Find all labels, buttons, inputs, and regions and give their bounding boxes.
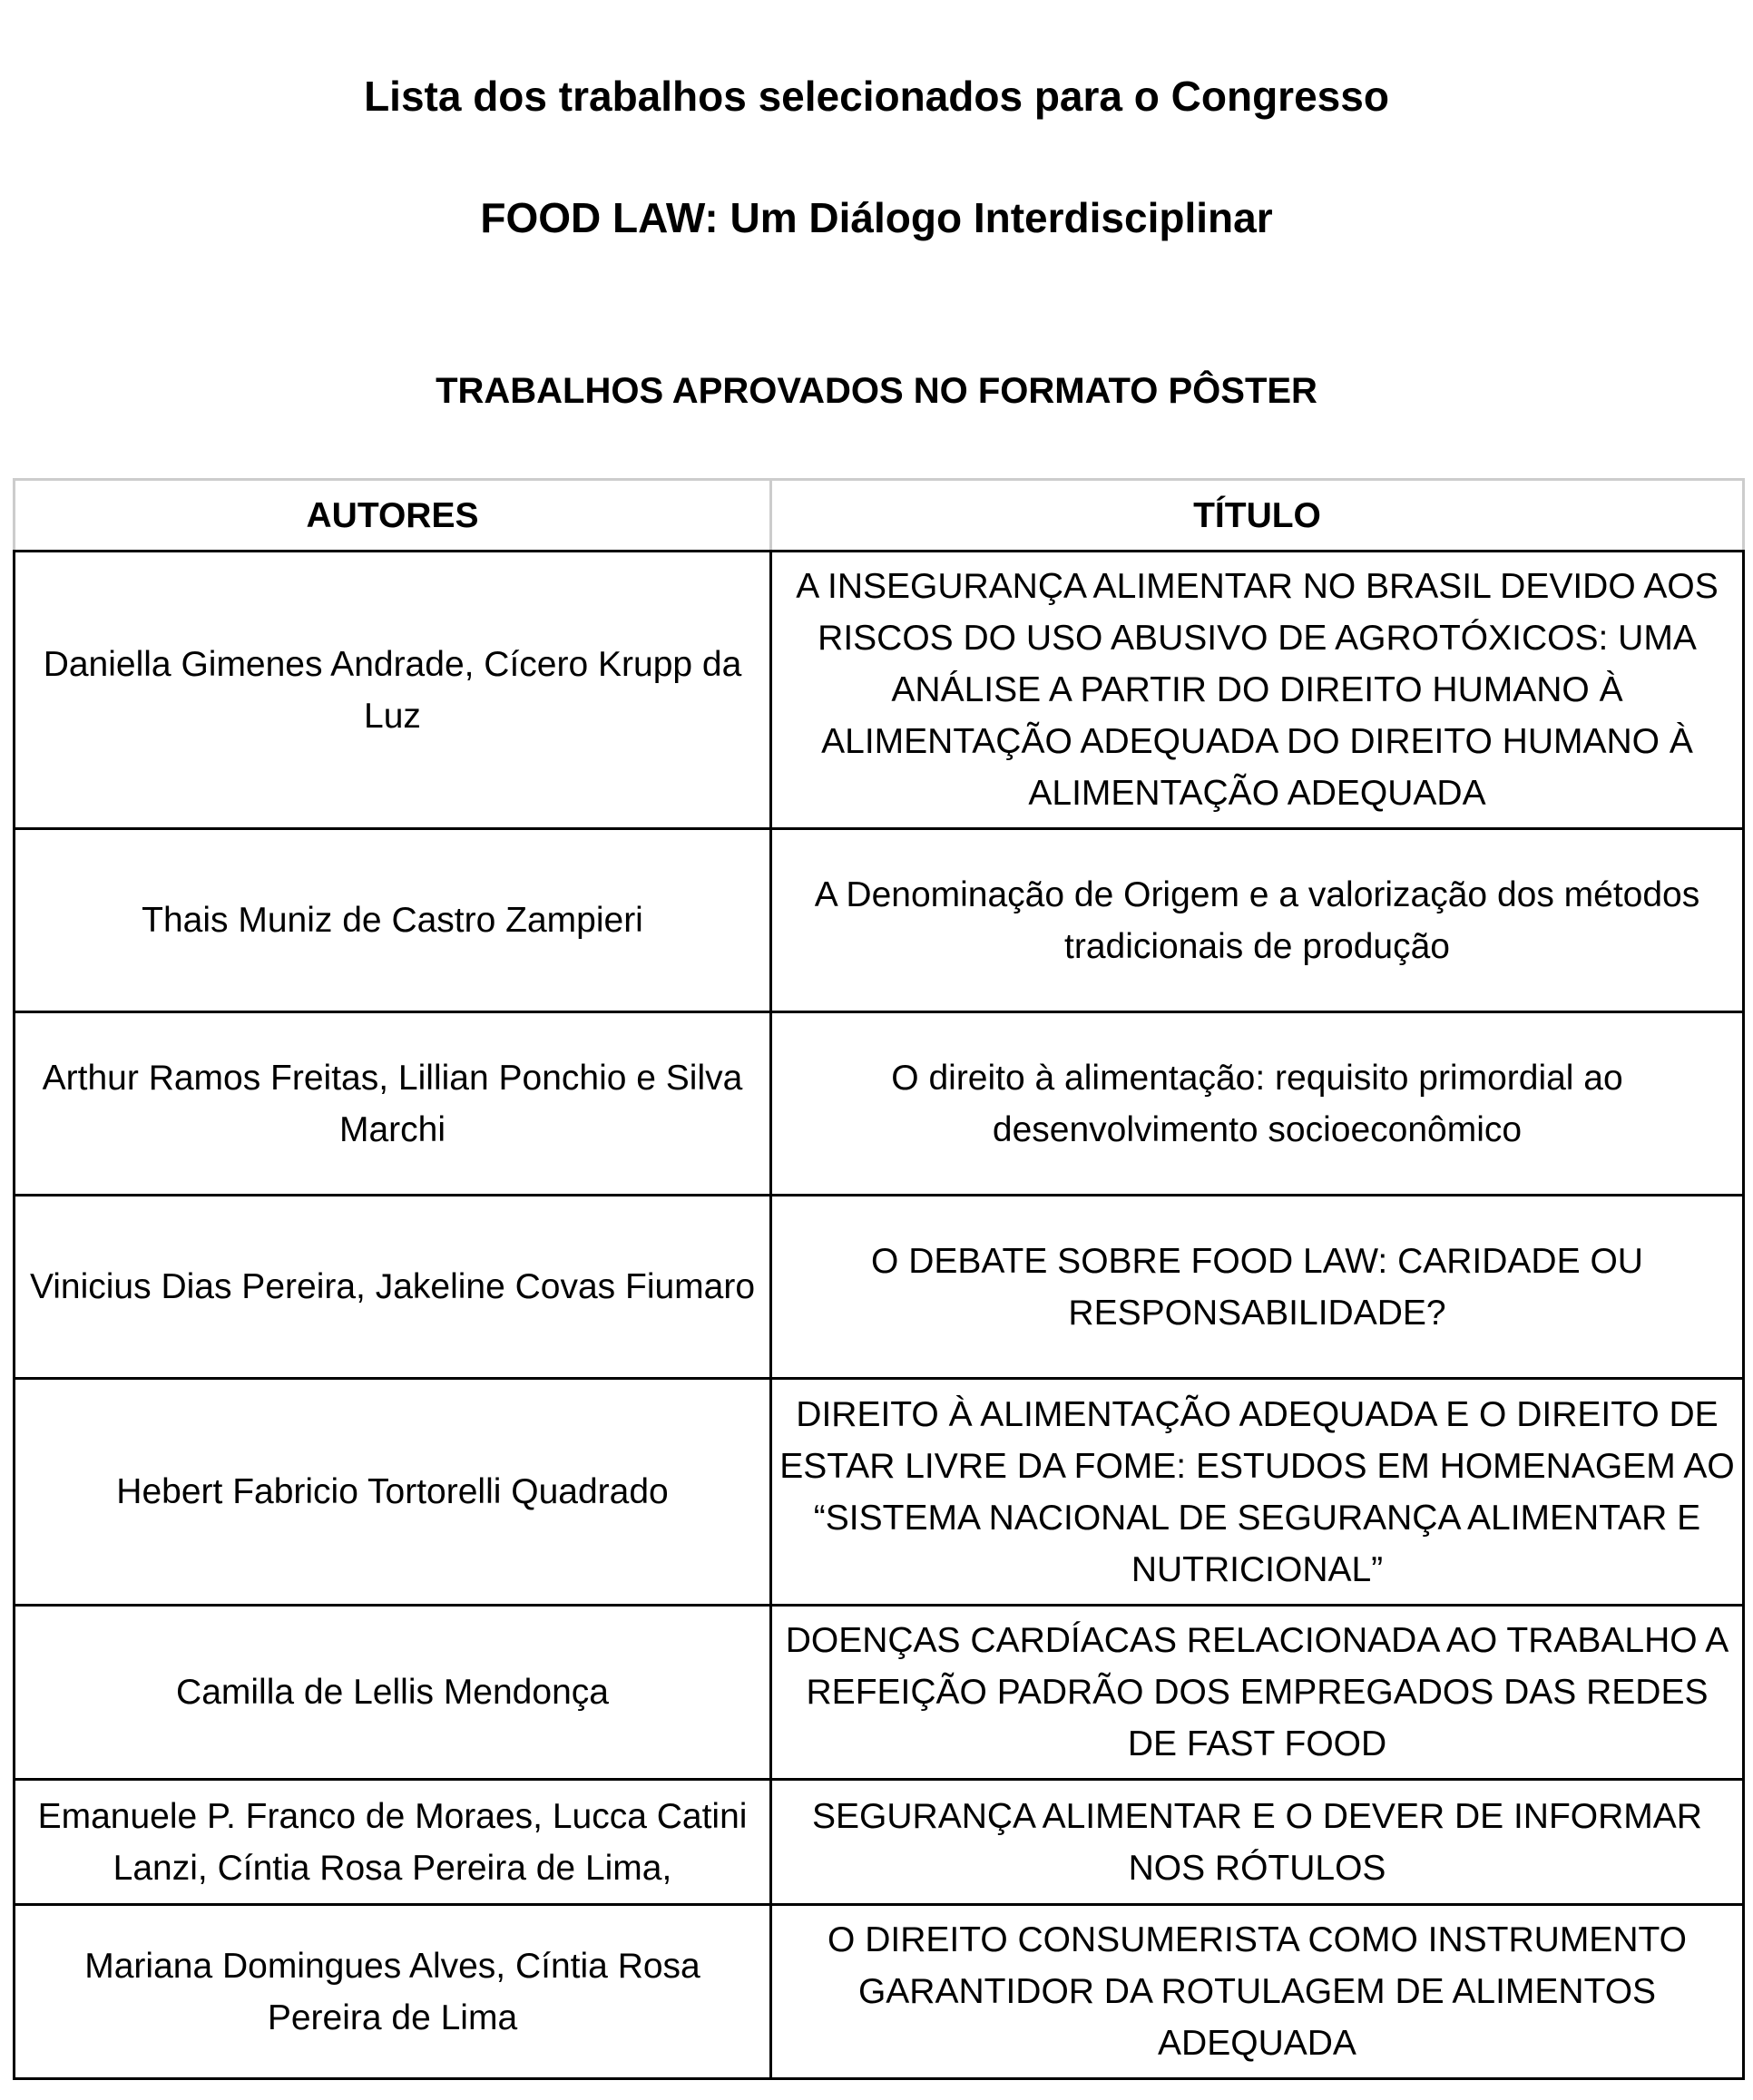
title-cell: DIREITO À ALIMENTAÇÃO ADEQUADA E O DIREITO DE ESTAR LIVRE DA FOME: ESTUDOS EM HOMENAGEM AO “SISTEMA NACIONAL DE SEGURANÇA ALIMENTAR E NUTRICIONAL” <box>771 1379 1744 1606</box>
title-cell: O DEBATE SOBRE FOOD LAW: CARIDADE OU RESPONSABILIDADE? <box>771 1196 1744 1379</box>
title-cell: SEGURANÇA ALIMENTAR E O DEVER DE INFORMAR NOS RÓTULOS <box>771 1780 1744 1905</box>
table-row <box>15 1780 1744 1905</box>
authors-cell: Daniella Gimenes Andrade, Cícero Krupp da Luz <box>15 552 771 829</box>
table-row <box>15 1905 1744 2079</box>
table-row <box>15 1196 1744 1379</box>
table-row <box>15 552 1744 829</box>
header-authors: AUTORES <box>15 480 771 552</box>
authors-cell: Vinicius Dias Pereira, Jakeline Covas Fiumaro <box>15 1196 771 1379</box>
section-heading: TRABALHOS APROVADOS NO FORMATO PÔSTER <box>436 371 1317 411</box>
authors-cell: Hebert Fabricio Tortorelli Quadrado <box>15 1379 771 1606</box>
congress-name: FOOD LAW: Um Diálogo Interdisciplinar <box>480 194 1273 241</box>
header-title: TÍTULO <box>771 480 1744 552</box>
authors-cell: Mariana Domingues Alves, Cíntia Rosa Pereira de Lima <box>15 1905 771 2079</box>
authors-cell: Camilla de Lellis Mendonça <box>15 1606 771 1780</box>
table-row <box>15 1012 1744 1196</box>
authors-cell: Arthur Ramos Freitas, Lillian Ponchio e Silva Marchi <box>15 1012 771 1196</box>
selected-works-table <box>13 478 1745 2080</box>
title-cell: O DIREITO CONSUMERISTA COMO INSTRUMENTO GARANTIDOR DA ROTULAGEM DE ALIMENTOS ADEQUADA <box>771 1905 1744 2079</box>
title-cell: DOENÇAS CARDÍACAS RELACIONADA AO TRABALHO A REFEIÇÃO PADRÃO DOS EMPREGADOS DAS REDES DE FAST FOOD <box>771 1606 1744 1780</box>
table-row <box>15 829 1744 1012</box>
authors-cell: Emanuele P. Franco de Moraes, Lucca Catini Lanzi, Cíntia Rosa Pereira de Lima, <box>15 1780 771 1905</box>
title-cell: A Denominação de Origem e a valorização dos métodos tradicionais de produção <box>771 829 1744 1012</box>
title-cell: O direito à alimentação: requisito primordial ao desenvolvimento socioeconômico <box>771 1012 1744 1196</box>
table-row <box>15 1379 1744 1606</box>
document-title: Lista dos trabalhos selecionados para o Congresso <box>364 73 1389 120</box>
table-row <box>15 1606 1744 1780</box>
table-header-row <box>15 480 1744 552</box>
title-cell: A INSEGURANÇA ALIMENTAR NO BRASIL DEVIDO AOS RISCOS DO USO ABUSIVO DE AGROTÓXICOS: UMA ANÁLISE A PARTIR DO DIREITO HUMANO À ALIMENTAÇÃO ADEQUADA DO DIREITO HUMANO À ALIMENTAÇÃO ADEQUADA <box>771 552 1744 829</box>
authors-cell: Thais Muniz de Castro Zampieri <box>15 829 771 1012</box>
